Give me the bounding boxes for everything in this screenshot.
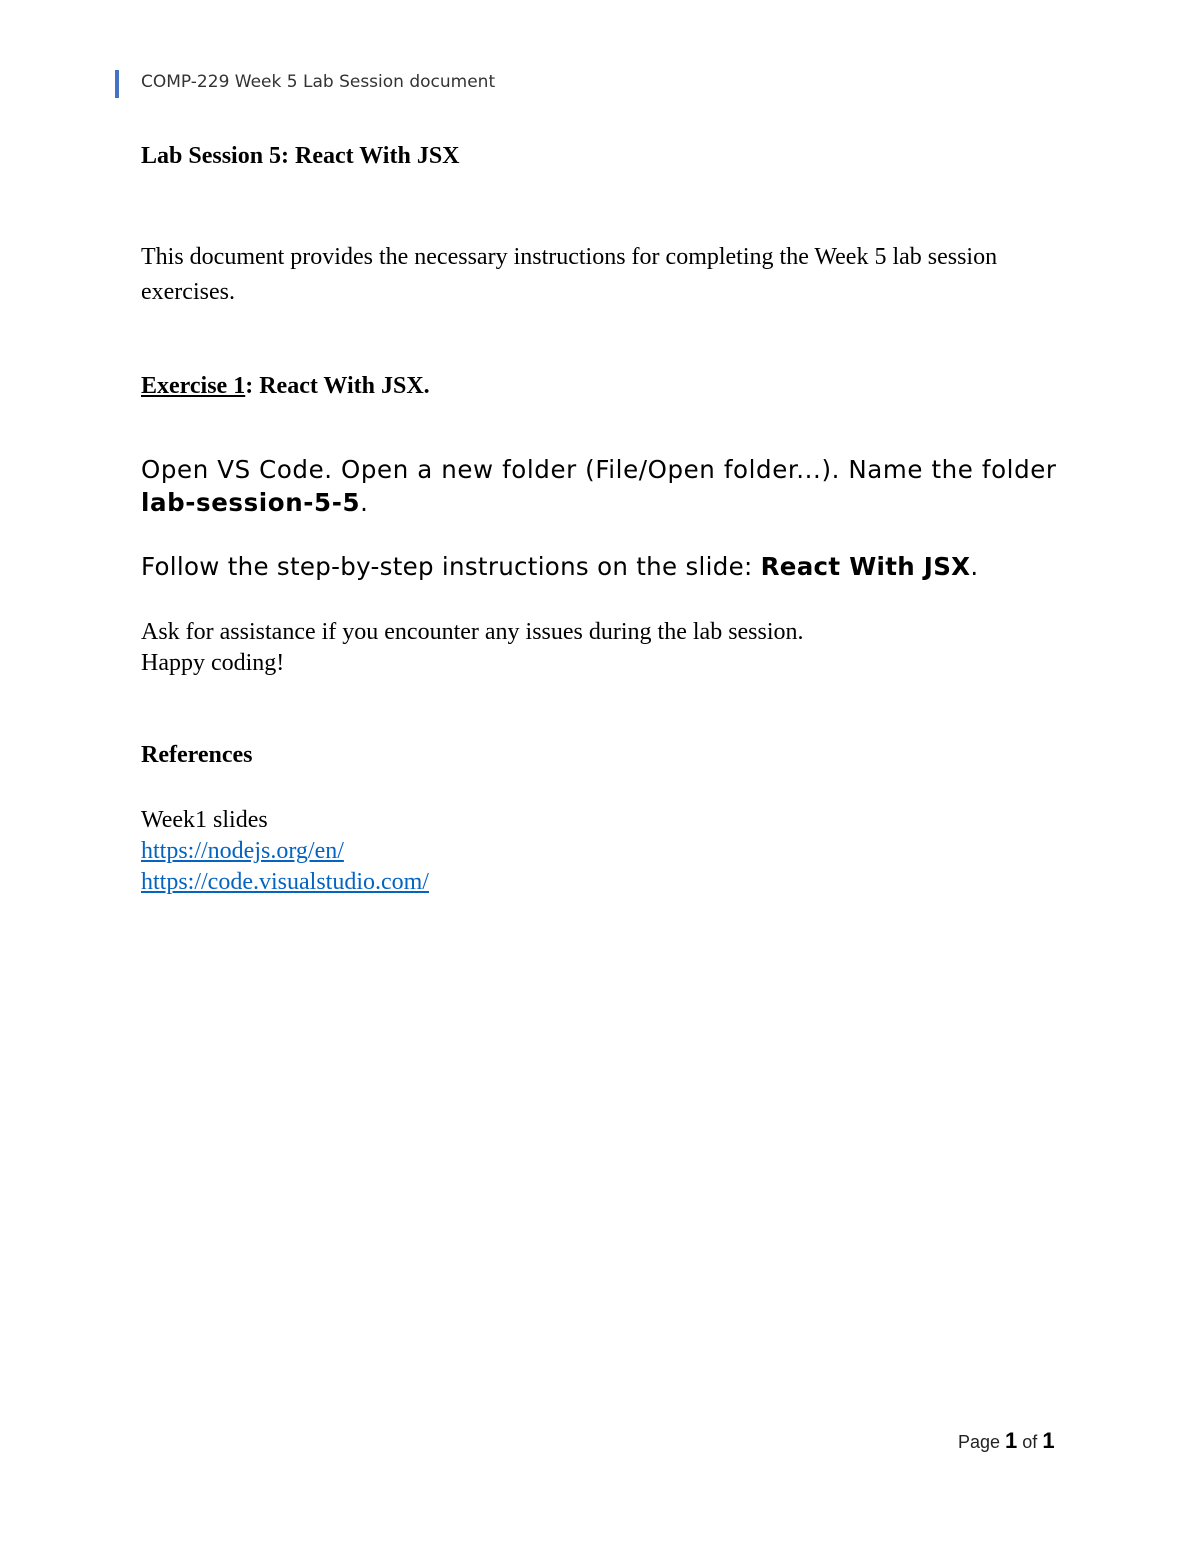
intro-paragraph: This document provides the necessary instructions for completing the Week 5 lab session exercises. <box>141 244 998 305</box>
step-open-folder <box>141 453 1071 519</box>
header-title: COMP-229 Week 5 Lab Session document <box>141 72 496 92</box>
header-accent-bar <box>115 70 119 98</box>
exercise-heading <box>141 373 430 400</box>
happy-coding-line: Happy coding! <box>141 650 285 676</box>
step-follow-slides <box>141 550 1071 583</box>
exercise-title: React With JSX. <box>253 373 430 399</box>
references-list <box>141 805 429 898</box>
page-number-footer <box>958 1428 1055 1454</box>
step-follow-slides-text: Follow the step-by-step instructions on the slide: <box>141 552 761 581</box>
step-follow-slides-end: . <box>970 552 979 581</box>
slide-name: React With JSX <box>760 552 971 581</box>
exercise-separator: : <box>245 373 254 399</box>
current-page: 1 <box>1005 1428 1018 1453</box>
folder-name: lab-session-5-5 <box>141 488 361 517</box>
references-heading: References <box>141 742 253 768</box>
assistance-line: Ask for assistance if you encounter any issues during the lab session. <box>141 619 804 645</box>
reference-link-nodejs[interactable]: https://nodejs.org/en/ <box>141 838 344 864</box>
step-open-folder-end: . <box>360 488 369 517</box>
total-pages: 1 <box>1042 1428 1055 1453</box>
reference-link-vscode[interactable]: https://code.visualstudio.com/ <box>141 869 429 895</box>
page-label: Page <box>958 1432 1006 1452</box>
of-label: of <box>1017 1432 1043 1452</box>
assistance-paragraph <box>141 617 1071 679</box>
step-open-folder-text: Open VS Code. Open a new folder (File/Open folder...). Name the folder <box>141 455 1057 484</box>
document-title: Lab Session 5: React With JSX <box>141 143 460 169</box>
reference-item: Week1 slides <box>141 807 268 833</box>
exercise-label: Exercise 1 <box>141 373 246 399</box>
